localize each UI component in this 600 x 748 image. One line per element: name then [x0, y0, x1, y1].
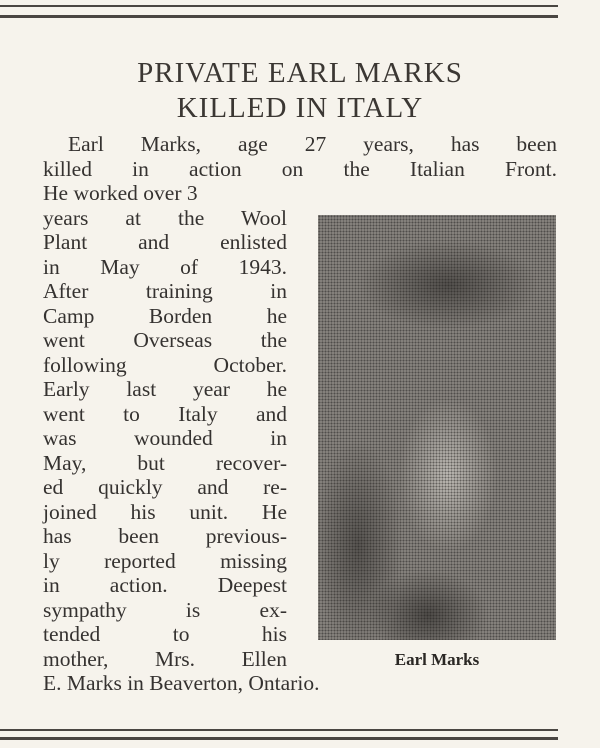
body-line: ly reported missing: [43, 548, 287, 573]
body-line: years at the Wool: [43, 205, 287, 230]
headline-line-2: KILLED IN ITALY: [176, 92, 424, 124]
body-line: went Overseas the: [43, 328, 287, 352]
body-line: Early last year he: [43, 377, 287, 401]
body-line: was wounded in: [43, 426, 287, 450]
headline-line-1: PRIVATE EARL MARKS: [137, 57, 463, 89]
body-line: in May of 1943.: [43, 254, 287, 279]
body-line: E. Marks in Beaverton, Ontario.: [43, 671, 320, 695]
body-line: following October.: [43, 352, 287, 377]
body-line: killed in action on the Italian Front.: [43, 156, 557, 181]
portrait-photo: [318, 215, 556, 640]
bottom-rule-inner: [0, 737, 558, 740]
body-line: sympathy is ex-: [43, 597, 287, 622]
body-line: Camp Borden he: [43, 303, 287, 328]
body-line: tended to his: [43, 622, 287, 646]
body-line: joined his unit. He: [43, 499, 287, 524]
body-line: ed quickly and re-: [43, 475, 287, 499]
body-line: After training in: [43, 279, 287, 303]
bottom-rule-outer: [0, 729, 558, 731]
body-line: has been previous-: [43, 524, 287, 548]
body-line: Plant and enlisted: [43, 230, 287, 254]
body-line: in action. Deepest: [43, 573, 287, 597]
body-line: went to Italy and: [43, 401, 287, 426]
body-line: He worked over 3: [43, 181, 198, 205]
top-rule-inner: [0, 15, 558, 18]
body-line: May, but recover-: [43, 450, 287, 475]
body-line: mother, Mrs. Ellen: [43, 646, 287, 671]
photo-caption: Earl Marks: [394, 650, 480, 669]
top-rule-outer: [0, 5, 558, 7]
body-line: Earl Marks, age 27 years, has been: [68, 132, 557, 156]
